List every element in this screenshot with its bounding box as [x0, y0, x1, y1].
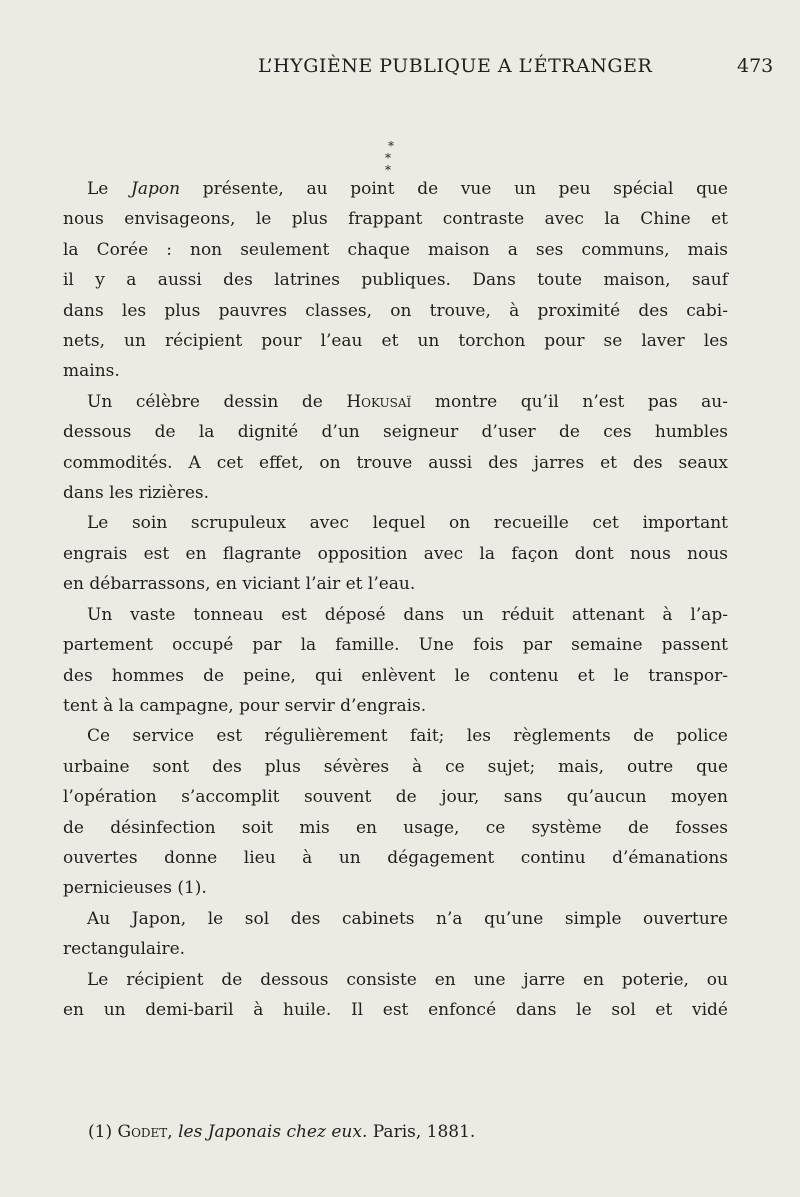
text-run: Le récipient de dessous consiste en une jarre en poterie, ou [87, 969, 728, 990]
body-text [63, 174, 728, 1025]
text-line [63, 904, 728, 934]
text-line [63, 691, 728, 721]
text-run: en un demi-baril à huile. Il est enfoncé dans le sol et vidé [63, 999, 728, 1020]
text-run: mains. [63, 361, 120, 382]
text-line [63, 356, 728, 386]
text-line [63, 934, 728, 964]
text-line [63, 478, 728, 508]
text-line [63, 296, 728, 326]
footnote-separator: , [167, 1122, 179, 1142]
text-line [63, 782, 728, 812]
text-line [63, 265, 728, 295]
text-run: montre qu’il n’est pas au- [411, 391, 728, 412]
footnote-author: Godet [117, 1122, 168, 1142]
text-run: partement occupé par la famille. Une fois par semaine passent [63, 635, 728, 656]
text-line [63, 174, 728, 204]
text-run: nets, un récipient pour l’eau et un torchon pour se laver les [63, 331, 728, 352]
text-run: Un célèbre dessin de [87, 391, 347, 412]
italic-run: Japon [131, 179, 181, 199]
text-run: Le [87, 179, 132, 199]
paragraph [63, 174, 728, 387]
text-run: Ce service est régulièrement fait; les règlements de police [87, 726, 728, 747]
text-run: la Corée : non seulement chaque maison a ses communs, mais [63, 239, 728, 260]
text-run: dans les plus pauvres classes, on trouve, à proximité des cabi- [63, 300, 728, 321]
footnote-rest: . Paris, 1881. [361, 1122, 476, 1142]
text-line [63, 539, 728, 569]
page-number: 473 [737, 55, 774, 77]
text-run: nous envisageons, le plus frappant contraste avec la Chine et [63, 209, 728, 230]
paragraph [63, 904, 728, 965]
text-line [63, 873, 728, 903]
text-line [63, 448, 728, 478]
running-title: L’HYGIÈNE PUBLIQUE A L’ÉTRANGER [258, 55, 653, 77]
text-line [63, 995, 728, 1025]
text-line [63, 843, 728, 873]
asterism-ornament [376, 139, 406, 177]
text-run: il y a aussi des latrines publiques. Dans toute maison, sauf [63, 270, 728, 291]
text-run: tent à la campagne, pour servir d’engrais. [63, 695, 427, 716]
footnote-title: les Japonais chez eux [178, 1122, 362, 1142]
text-line [63, 813, 728, 843]
text-run: l’opération s’accomplit souvent de jour, sans qu’aucun moyen [63, 787, 728, 808]
text-run: rectangulaire. [63, 939, 186, 960]
paragraph [63, 508, 728, 599]
text-run: commodités. A cet effet, on trouve aussi des jarres et des seaux [63, 452, 728, 473]
paragraph [63, 965, 728, 1026]
asterism-top: * [388, 139, 394, 153]
text-line [63, 326, 728, 356]
paragraph [63, 600, 728, 722]
text-run: engrais est en flagrante opposition avec la façon dont nous nous [63, 543, 728, 564]
text-line [63, 661, 728, 691]
text-line [63, 752, 728, 782]
text-line [63, 630, 728, 660]
text-run: en débarrassons, en viciant l’air et l’eau. [63, 574, 416, 595]
text-run: Le soin scrupuleux avec lequel on recueille cet important [87, 513, 728, 534]
text-line [63, 721, 728, 751]
text-line [63, 965, 728, 995]
smallcaps-run: Hokusaï [346, 391, 412, 412]
text-line [63, 569, 728, 599]
paragraph [63, 387, 728, 509]
footnote-marker: (1) [88, 1122, 118, 1142]
text-run: présente, au point de vue un peu spécial que [180, 179, 728, 199]
text-line [63, 204, 728, 234]
text-run: de désinfection soit mis en usage, ce système de fosses [63, 817, 728, 838]
text-run: Un vaste tonneau est déposé dans un réduit attenant à l’ap- [87, 604, 728, 625]
text-line [63, 387, 728, 417]
paragraph [63, 721, 728, 903]
text-run: ouvertes donne lieu à un dégagement continu d’émanations [63, 847, 728, 868]
text-run: des hommes de peine, qui enlèvent le contenu et le transpor- [63, 665, 728, 686]
text-run: Au Japon, le sol des cabinets n’a qu’une simple ouverture [87, 908, 728, 929]
text-run: dessous de la dignité d’un seigneur d’user de ces humbles [63, 422, 728, 443]
text-line [63, 508, 728, 538]
text-run: urbaine sont des plus sévères à ce sujet; mais, outre que [63, 756, 728, 777]
text-run: pernicieuses (1). [63, 878, 207, 899]
footnote [88, 1122, 475, 1142]
asterism-bottom: * * [385, 151, 397, 177]
text-line [63, 600, 728, 630]
text-run: dans les rizières. [63, 483, 210, 504]
text-line [63, 417, 728, 447]
text-line [63, 235, 728, 265]
